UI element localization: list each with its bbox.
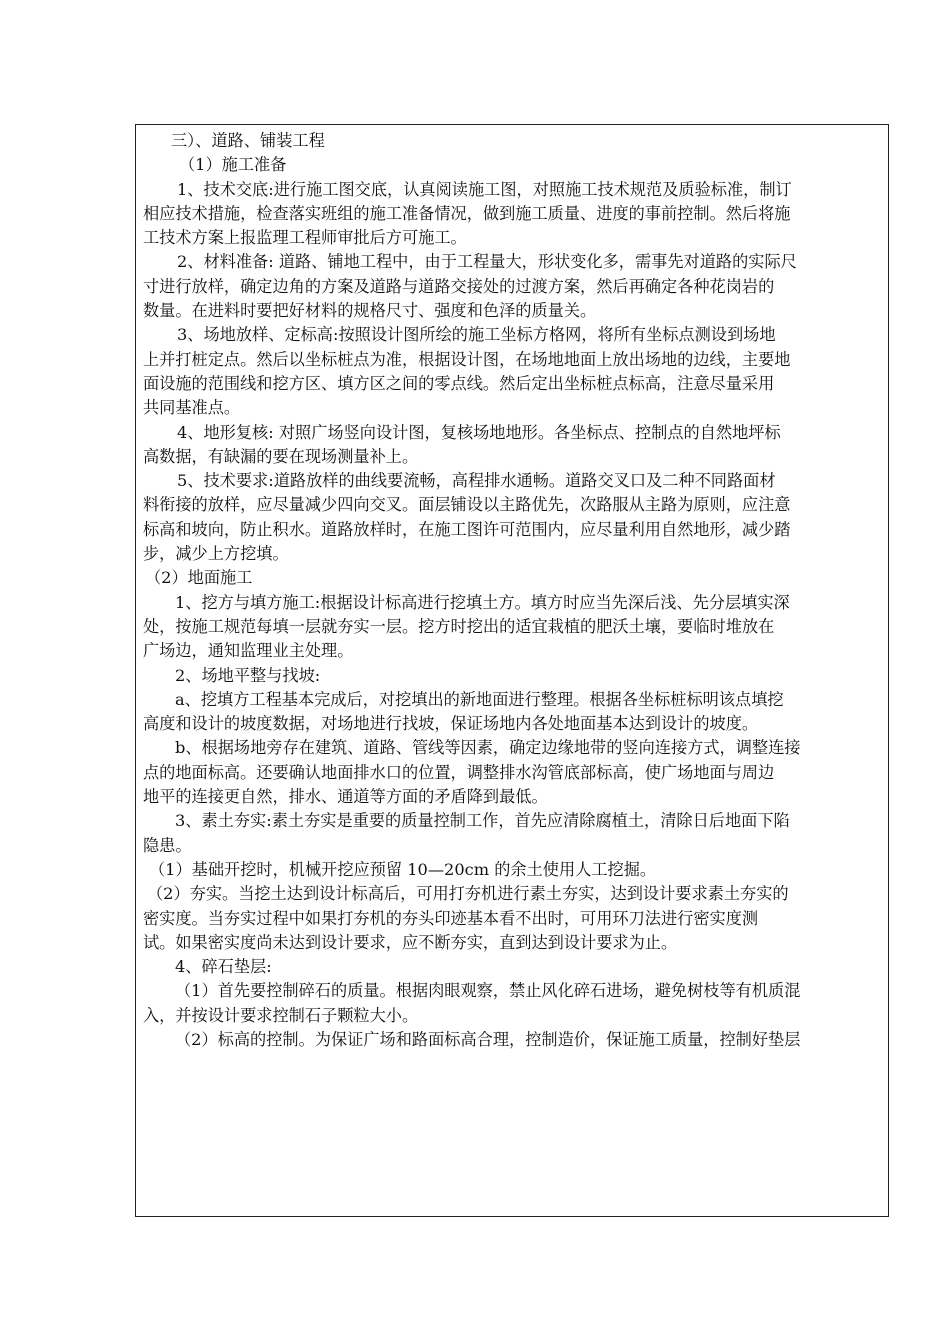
document-line: 地平的连接更自然，排水、通道等方面的矛盾降到最低。 [143, 787, 548, 807]
document-line: 步，减少上方挖填。 [143, 544, 289, 564]
document-line: 3、素土夯实:素土夯实是重要的质量控制工作，首先应清除腐植土，清除日后地面下陷 [175, 811, 790, 831]
document-line: 4、地形复核: 对照广场竖向设计图，复核场地地形。各坐标点、控制点的自然地坪标 [177, 422, 781, 442]
document-line: 1、技术交底:进行施工图交底，认真阅读施工图，对照施工技术规范及质验标准，制订 [177, 179, 792, 199]
document-line: 密实度。当夯实过程中如果打夯机的夯头印迹基本看不出时，可用环刀法进行密实度测 [143, 908, 759, 928]
document-line: 相应技术措施，检查落实班组的施工准备情况，做到施工质量、进度的事前控制。然后将施 [143, 203, 791, 223]
document-line: 高数据，有缺漏的要在现场测量补上。 [143, 446, 419, 466]
document-body [143, 129, 883, 1052]
document-line: 三）、道路、铺装工程 [171, 131, 325, 150]
document-line: 5、技术要求:道路放样的曲线要流畅，高程排水通畅。道路交叉口及二种不同路面材 [177, 471, 776, 491]
document-line: 入，并按设计要求控制石子颗粒大小。 [143, 1005, 419, 1025]
document-line: 寸进行放样，确定边角的方案及道路与道路交接处的过渡方案，然后再确定各种花岗岩的 [143, 276, 775, 296]
document-line: 点的地面标高。还要确认地面排水口的位置，调整排水沟管底部标高，使广场地面与周边 [143, 762, 775, 782]
document-line: （1）首先要控制碎石的质量。根据肉眼观察，禁止风化碎石进场，避免树枝等有机质混 [175, 981, 801, 1001]
document-line: 2、材料准备: 道路、铺地工程中，由于工程量大，形状变化多，需事先对道路的实际尺 [177, 252, 797, 272]
document-line: （2）地面施工 [145, 568, 253, 588]
document-line: 数量。在进料时要把好材料的规格尺寸、强度和色泽的质量关。 [143, 301, 597, 321]
document-line: 4、碎石垫层: [175, 957, 272, 977]
document-line: 共同基准点。 [143, 398, 241, 418]
document-line: （1）基础开挖时，机械开挖应预留 10—20cm 的余土使用人工挖掘。 [149, 859, 657, 879]
document-line: 上并打桩定点。然后以坐标桩点为准，根据设计图，在场地地面上放出场地的边线，主要地 [143, 349, 791, 369]
document-line: （1）施工准备 [179, 155, 287, 175]
document-line: 料衔接的放样，应尽量减少四向交叉。面层铺设以主路优先，次路服从主路为原则，应注意 [143, 495, 791, 515]
document-line: 广场边，通知监理业主处理。 [143, 641, 354, 661]
document-frame [135, 124, 889, 1217]
document-line: 处，按施工规范每填一层就夯实一层。挖方时挖出的适宜栽植的肥沃土壤，要临时堆放在 [143, 616, 775, 636]
document-line: 面设施的范围线和挖方区、填方区之间的零点线。然后定出坐标桩点标高，注意尽量采用 [143, 373, 775, 393]
document-line: a、挖填方工程基本完成后，对挖填出的新地面进行整理。根据各坐标桩标明该点填挖 [175, 689, 784, 709]
document-line: 1、挖方与填方施工:根据设计标高进行挖填土方。填方时应当先深后浅、先分层填实深 [175, 592, 790, 612]
document-line: （2）标高的控制。为保证广场和路面标高合理，控制造价，保证施工质量，控制好垫层 [175, 1029, 801, 1049]
document-line: b、根据场地旁存在建筑、道路、管线等因素，确定边缘地带的竖向连接方式，调整连接 [175, 738, 801, 758]
document-line: 3、场地放样、定标高:按照设计图所绘的施工坐标方格网，将所有坐标点测设到场地 [177, 325, 776, 345]
document-line: 隐患。 [143, 835, 192, 855]
document-line: 高度和设计的坡度数据，对场地进行找坡，保证场地内各处地面基本达到设计的坡度。 [143, 714, 759, 734]
document-line: 工技术方案上报监理工程师审批后方可施工。 [143, 228, 467, 248]
document-line: 2、场地平整与找坡: [175, 665, 321, 685]
document-line: 试。如果密实度尚未达到设计要求，应不断夯实，直到达到设计要求为止。 [143, 932, 678, 952]
document-line: （2）夯实。当挖土达到设计标高后，可用打夯机进行素土夯实，达到设计要求素土夯实的 [147, 884, 789, 904]
document-line: 标高和坡向，防止积水。道路放样时，在施工图许可范围内，应尽量利用自然地形，减少踏 [143, 519, 791, 539]
